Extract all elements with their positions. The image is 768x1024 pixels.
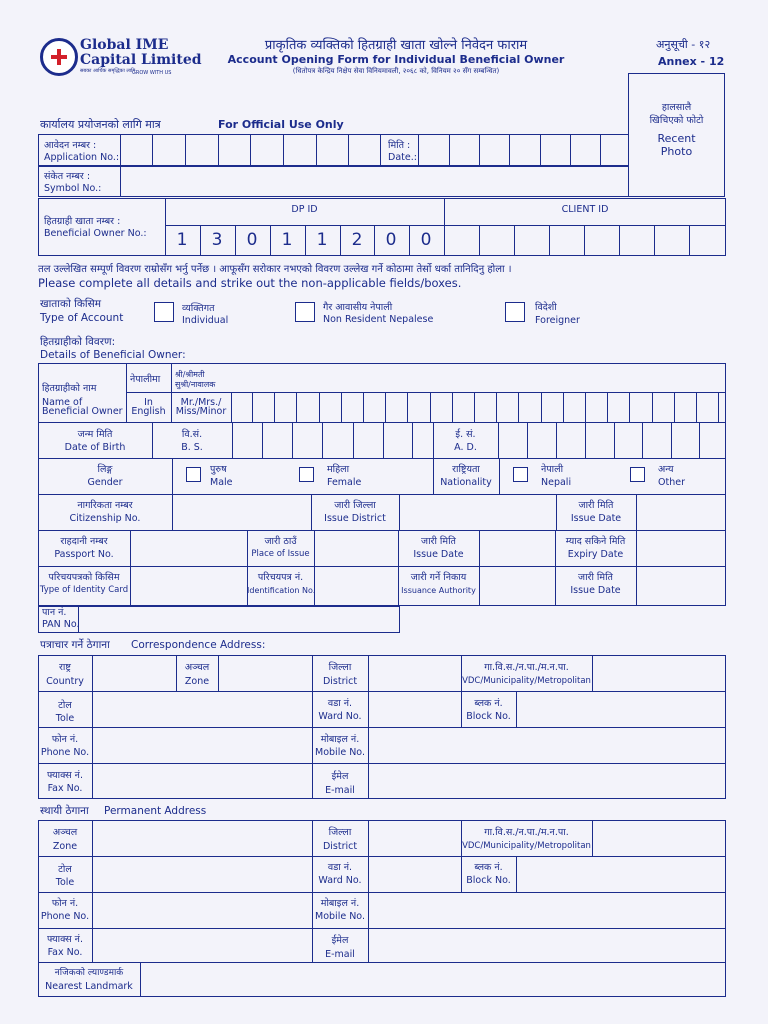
bo-digit-cell[interactable]	[549, 225, 550, 256]
citizenship-input[interactable]	[173, 495, 310, 529]
nationality-label-en: Nationality	[440, 477, 492, 488]
official-heading-np: कार्यालय प्रयोजनको लागि मात्र	[40, 118, 161, 131]
dp-id-header: DP ID	[291, 204, 318, 215]
form-title-english: Account Opening Form for Individual Beneficial Owner	[227, 53, 565, 66]
nrn-label-en: Non Resident Nepalese	[323, 314, 434, 325]
passport-issue-date-input[interactable]	[480, 531, 554, 565]
name-english-cell[interactable]	[563, 392, 564, 422]
dob-bs-cell[interactable]	[322, 422, 323, 458]
male-label-en: Male	[210, 477, 233, 488]
dob-bs-cell[interactable]	[412, 422, 413, 458]
male-label-np: पुरुष	[210, 464, 227, 475]
perm-district-input[interactable]	[369, 821, 460, 855]
date-cell[interactable]	[509, 134, 510, 166]
application-label-np: आवेदन नम्बर :	[44, 140, 97, 151]
corr-vdc-label-en: VDC/Municipality/Metropolitan	[462, 676, 591, 686]
pan-label-np: पान नं.	[42, 607, 67, 618]
dob-ad-cell[interactable]	[671, 422, 672, 458]
instruction-english: Please complete all details and strike out the non-applicable fields/boxes.	[38, 276, 462, 290]
perm-email-label-en: E-mail	[325, 949, 355, 960]
perm-zone-label-en: Zone	[52, 841, 78, 852]
pan-input[interactable]	[79, 607, 399, 632]
perm-mobile-input[interactable]	[369, 893, 725, 927]
perm-phone-label-np: फोन नं.	[51, 898, 79, 909]
row-line	[126, 392, 726, 393]
foreigner-label-np: विदेशी	[535, 302, 557, 313]
dob-ad-cell[interactable]	[527, 422, 528, 458]
bo-digit-cell[interactable]	[444, 225, 445, 256]
dob-ad-cell[interactable]	[556, 422, 557, 458]
id-no-label-np: परिचयपत्र नं.	[257, 572, 304, 583]
form-title-nepali: प्राकृतिक व्यक्तिको हितग्राही खाता खोल्ने निवेदन फाराम	[264, 38, 528, 53]
title-label-np-2: सुश्री/नावालक	[175, 380, 216, 389]
landmark-label-en: Nearest Landmark	[45, 981, 133, 992]
citizenship-label-np: नागरिकता नम्बर	[77, 500, 133, 511]
bo-label-en: Beneficial Owner No.:	[44, 228, 147, 239]
name-label-en-1: Name of	[42, 397, 83, 408]
female-label-en: Female	[327, 477, 362, 488]
company-name-line2: Capital Limited	[80, 52, 202, 68]
name-english-cell[interactable]	[607, 392, 608, 422]
date-label-en: Date.:	[388, 152, 417, 163]
perm-fax-label-np: फ्याक्स नं.	[47, 934, 83, 945]
id-issue-date-input[interactable]	[637, 567, 725, 605]
female-checkbox[interactable]	[299, 467, 314, 482]
perm-tole-label-np: टोल	[58, 864, 72, 875]
corr-district-input[interactable]	[369, 656, 460, 690]
nepali-label: नेपालीमा	[130, 374, 161, 385]
passport-issue-date-label-np: जारी मिति	[421, 536, 456, 547]
bs-label-en: B. S.	[181, 442, 203, 453]
logo-cross-icon-vertical	[57, 49, 61, 65]
date-label-np: मिति :	[388, 140, 411, 151]
corr-block-label-en: Block No.	[466, 711, 511, 722]
place-issue-label-np: जारी ठाउँ	[264, 536, 297, 547]
landmark-label-np: नजिकको ल्याण्डमार्क	[54, 968, 124, 978]
bo-digit-cell[interactable]	[584, 225, 585, 256]
corr-country-input[interactable]	[93, 656, 176, 690]
company-subline: सबका आर्थिक समृद्धिका लागि	[80, 68, 136, 74]
name-english-cell[interactable]	[319, 392, 320, 422]
landmark-input[interactable]	[141, 963, 725, 996]
bo-digit-cell[interactable]	[479, 225, 480, 256]
nrn-label-np: गैर आवासीय नेपाली	[323, 302, 393, 313]
nepali-nationality-label-np: नेपाली	[541, 464, 564, 475]
name-english-cell[interactable]	[452, 392, 453, 422]
passport-issue-date-label-en: Issue Date	[413, 549, 464, 560]
nrn-checkbox[interactable]	[295, 302, 315, 322]
name-english-cell[interactable]	[652, 392, 653, 422]
corr-ward-label-en: Ward No.	[318, 711, 362, 722]
perm-fax-input[interactable]	[93, 929, 311, 961]
other-nationality-checkbox[interactable]	[630, 467, 645, 482]
bo-digit-cell[interactable]	[514, 225, 515, 256]
name-label-en-2: Beneficial Owner	[42, 406, 123, 417]
name-english-cell[interactable]	[718, 392, 719, 422]
permanent-heading-np: स्थायी ठेगाना	[40, 805, 89, 817]
bo-digit: 1	[176, 230, 188, 250]
id-no-label-en: Identification No.	[247, 586, 316, 595]
corr-phone-label-en: Phone No.	[40, 747, 90, 758]
perm-block-label-en: Block No.	[466, 875, 511, 886]
bo-digit: 1	[281, 230, 293, 250]
corr-ward-label-np: वडा नं.	[327, 698, 353, 709]
citizenship-label-en: Citizenship No.	[69, 513, 141, 524]
application-no-cell[interactable]	[316, 134, 317, 166]
corr-tole-input[interactable]	[93, 692, 311, 726]
corr-tole-label-np: टोल	[58, 700, 72, 711]
bo-digit-cell[interactable]	[654, 225, 655, 256]
dob-ad-cell[interactable]	[642, 422, 643, 458]
name-english-cell[interactable]	[674, 392, 675, 422]
title-label-en-1: Mr./Mrs./	[180, 397, 222, 408]
perm-fax-label-en: Fax No.	[47, 947, 83, 958]
passport-input[interactable]	[131, 531, 247, 565]
col-line	[172, 458, 173, 494]
corr-email-label-en: E-mail	[325, 785, 355, 796]
perm-vdc-label-en: VDC/Municipality/Metropolitan	[462, 841, 591, 851]
name-english-cell[interactable]	[496, 392, 497, 422]
bo-digit: 1	[316, 230, 328, 250]
authority-input[interactable]	[480, 567, 554, 605]
expiry-date-input[interactable]	[637, 531, 725, 565]
date-cell[interactable]	[479, 134, 480, 166]
name-english-cell[interactable]	[296, 392, 297, 422]
application-no-cell[interactable]	[250, 134, 251, 166]
title-label-np-1: श्री/श्रीमती	[175, 370, 205, 379]
row-line	[38, 494, 726, 495]
date-cell[interactable]	[540, 134, 541, 166]
name-english-cell[interactable]	[252, 392, 253, 422]
dob-ad-cell[interactable]	[614, 422, 615, 458]
annex-nepali: अनुसूची - १२	[656, 38, 711, 51]
passport-label-en: Passport No.	[54, 549, 114, 560]
correspondence-heading-np: पत्राचार गर्ने ठेगाना	[40, 639, 110, 651]
perm-mobile-label-en: Mobile No.	[315, 911, 365, 922]
account-type-label-np: खाताको किसिम	[40, 298, 102, 310]
perm-district-label-en: District	[322, 841, 358, 852]
perm-ward-label-np: वडा नं.	[327, 862, 353, 873]
bo-digit-cell[interactable]	[619, 225, 620, 256]
form-subtitle: (धितोपत्र केन्द्रिय निक्षेप सेवा विनियमावली, २०६८ को, विनियम २० सँग सम्बन्धित)	[292, 67, 500, 75]
name-english-cell[interactable]	[629, 392, 630, 422]
name-label-np: हितग्राहीको नाम	[42, 383, 97, 394]
dob-label-en: Date of Birth	[64, 442, 126, 453]
application-no-cell[interactable]	[348, 134, 349, 166]
other-nationality-label-en: Other	[658, 477, 685, 488]
perm-email-label-np: ईमेल	[331, 935, 349, 946]
name-english-cell[interactable]	[518, 392, 519, 422]
permanent-heading-en: Permanent Address	[104, 805, 207, 817]
foreigner-checkbox[interactable]	[505, 302, 525, 322]
bo-digit: 0	[420, 230, 432, 250]
country-label-en: Country	[46, 676, 84, 687]
perm-email-input[interactable]	[369, 929, 725, 961]
authority-label-np: जारी गर्ने निकाय	[410, 572, 467, 583]
application-no-cell[interactable]	[185, 134, 186, 166]
perm-block-input[interactable]	[517, 857, 725, 891]
citizenship-issue-date-input[interactable]	[637, 495, 725, 529]
bo-digit: 2	[351, 230, 363, 250]
name-english-cell[interactable]	[407, 392, 408, 422]
dob-bs-cell[interactable]	[232, 422, 233, 458]
citizenship-issue-date-label-en: Issue Date	[570, 513, 622, 524]
corr-block-label-np: ब्लक नं.	[474, 698, 503, 709]
dob-ad-cell[interactable]	[699, 422, 700, 458]
authority-label-en: Issuance Authority	[401, 586, 476, 595]
corr-phone-input[interactable]	[93, 728, 311, 762]
corr-fax-label-np: फ्याक्स नं.	[47, 770, 83, 781]
application-no-cell[interactable]	[152, 134, 153, 166]
name-english-cell[interactable]	[363, 392, 364, 422]
dob-label-np: जन्म मिति	[77, 429, 113, 440]
dob-ad-cell[interactable]	[585, 422, 586, 458]
in-english-label-1: In	[144, 397, 153, 408]
company-tagline: GROW WITH US	[132, 70, 172, 76]
pan-label-en: PAN No.	[42, 619, 80, 630]
corr-vdc-input[interactable]	[593, 656, 725, 690]
place-issue-label-en: Place of Issue	[251, 549, 310, 559]
photo-label-np-2: खिचिएको फोटो	[649, 115, 704, 126]
account-type-label-en: Type of Account	[40, 312, 124, 324]
row-line	[38, 422, 726, 423]
ad-label-en: A. D.	[454, 442, 477, 453]
symbol-input[interactable]	[121, 167, 628, 196]
dob-ad-cell[interactable]	[498, 422, 499, 458]
symbol-label-en: Symbol No.:	[44, 183, 102, 194]
name-english-cell[interactable]	[274, 392, 275, 422]
company-name-line1: Global IME	[80, 37, 169, 53]
corr-mobile-input[interactable]	[369, 728, 725, 762]
id-type-input[interactable]	[131, 567, 247, 605]
corr-fax-input[interactable]	[93, 764, 311, 798]
date-divider	[380, 134, 381, 166]
name-english-cell[interactable]	[585, 392, 586, 422]
corr-email-input[interactable]	[369, 764, 725, 798]
row-line	[38, 458, 726, 459]
official-heading-en: For Official Use Only	[218, 118, 344, 131]
issue-district-label-en: Issue District	[324, 513, 386, 524]
individual-label-en: Individual	[182, 315, 229, 326]
client-id-header: CLIENT ID	[561, 204, 609, 215]
perm-ward-input[interactable]	[369, 857, 460, 891]
issue-district-input[interactable]	[400, 495, 555, 529]
id-no-input[interactable]	[315, 567, 397, 605]
corr-mobile-label-en: Mobile No.	[315, 747, 365, 758]
corr-email-label-np: ईमेल	[331, 771, 349, 782]
individual-checkbox[interactable]	[154, 302, 174, 322]
name-english-cell[interactable]	[430, 392, 431, 422]
correspondence-heading-en: Correspondence Address:	[131, 639, 266, 651]
corr-mobile-label-np: मोबाइल नं.	[320, 734, 360, 745]
name-nepali-input[interactable]	[232, 364, 725, 391]
perm-vdc-input[interactable]	[593, 821, 725, 855]
application-no-cell[interactable]	[283, 134, 284, 166]
in-english-label-2: English	[131, 406, 166, 417]
individual-label-np: व्यक्तिगत	[182, 303, 215, 314]
citizenship-issue-date-label-np: जारी मिति	[578, 500, 614, 511]
nepali-nationality-checkbox[interactable]	[513, 467, 528, 482]
id-type-label-np: परिचयपत्रको किसिम	[48, 572, 120, 583]
nepali-nationality-label-en: Nepali	[541, 477, 572, 488]
passport-label-np: राहदानी नम्बर	[60, 536, 108, 547]
bs-label-np: वि.सं.	[181, 429, 203, 440]
corr-phone-label-np: फोन नं.	[51, 734, 79, 745]
ad-label-np: ई. सं.	[455, 429, 476, 440]
name-english-cell[interactable]	[541, 392, 542, 422]
name-english-cell[interactable]	[474, 392, 475, 422]
corr-zone-label-np: अञ्चल	[184, 662, 210, 673]
perm-tole-input[interactable]	[93, 857, 311, 891]
perm-mobile-label-np: मोबाइल नं.	[320, 898, 360, 909]
photo-label-en-1: Recent	[657, 132, 696, 145]
dob-bs-cell[interactable]	[292, 422, 293, 458]
corr-block-input[interactable]	[517, 692, 725, 726]
nationality-label-np: राष्ट्रियता	[452, 464, 480, 475]
place-issue-input[interactable]	[315, 531, 397, 565]
application-label-en: Application No.:	[44, 152, 120, 163]
details-heading-en: Details of Beneficial Owner:	[40, 349, 186, 361]
male-checkbox[interactable]	[186, 467, 201, 482]
dob-bs-cell[interactable]	[262, 422, 263, 458]
date-cell[interactable]	[449, 134, 450, 166]
id-issue-date-label-np: जारी मिति	[578, 572, 613, 583]
perm-phone-label-en: Phone No.	[40, 911, 90, 922]
annex-english: Annex - 12	[658, 55, 725, 68]
details-heading-np: हितग्राहीको विवरण:	[40, 336, 116, 348]
bo-digit: 3	[211, 230, 223, 250]
photo-label-np-1: हालसालै	[661, 102, 692, 113]
perm-zone-label-np: अञ्चल	[52, 827, 78, 838]
gender-label-np: लिङ्ग	[97, 464, 113, 475]
bo-label-np: हितग्राही खाता नम्बर :	[44, 216, 121, 227]
col-line	[499, 458, 500, 494]
date-cell[interactable]	[570, 134, 571, 166]
issue-district-label-np: जारी जिल्ला	[334, 500, 376, 511]
perm-vdc-label-np: गा.वि.स./न.पा./म.न.पा.	[484, 827, 569, 838]
bo-digit: 0	[246, 230, 258, 250]
perm-block-label-np: ब्लक नं.	[474, 862, 503, 873]
id-type-label-en: Type of Identity Card	[39, 585, 129, 595]
name-english-cell[interactable]	[341, 392, 342, 422]
corr-district-label-np: जिल्ला	[328, 662, 352, 673]
perm-ward-label-en: Ward No.	[318, 875, 362, 886]
country-label-np: राष्ट्र	[59, 662, 71, 673]
dob-bs-cell[interactable]	[353, 422, 354, 458]
application-no-cell[interactable]	[218, 134, 219, 166]
expiry-label-en: Expiry Date	[567, 549, 624, 560]
perm-district-label-np: जिल्ला	[328, 827, 352, 838]
corr-fax-label-en: Fax No.	[47, 783, 83, 794]
perm-zone-input[interactable]	[93, 821, 311, 855]
female-label-np: महिला	[327, 464, 350, 475]
photo-label-en-2: Photo	[660, 145, 693, 158]
dob-bs-cell[interactable]	[383, 422, 384, 458]
bo-digit: 0	[385, 230, 397, 250]
corr-vdc-label-np: गा.वि.स./न.पा./म.न.पा.	[484, 662, 569, 673]
col-line	[231, 392, 232, 422]
corr-zone-input[interactable]	[219, 656, 311, 690]
name-english-cell[interactable]	[696, 392, 697, 422]
symbol-label-np: संकेत नम्बर :	[44, 171, 91, 182]
id-issue-date-label-en: Issue Date	[570, 585, 621, 596]
corr-district-label-en: District	[322, 676, 358, 687]
col-line	[433, 458, 434, 494]
corr-ward-input[interactable]	[369, 692, 460, 726]
bo-digit-cell[interactable]	[689, 225, 690, 256]
perm-phone-input[interactable]	[93, 893, 311, 927]
expiry-label-np: म्याद सकिने मिति	[565, 536, 626, 547]
name-english-cell[interactable]	[385, 392, 386, 422]
corr-zone-label-en: Zone	[184, 676, 210, 687]
perm-tole-label-en: Tole	[55, 877, 75, 888]
date-cell[interactable]	[600, 134, 601, 166]
corr-tole-label-en: Tole	[55, 713, 75, 724]
bo-header-line	[165, 225, 726, 226]
other-nationality-label-np: अन्य	[658, 464, 674, 475]
foreigner-label-en: Foreigner	[535, 315, 580, 326]
instruction-nepali: तल उल्लेखित सम्पूर्ण विवरण राम्रोसँग भर्नु पर्नेछ । आफूसँग सरोकार नभएको विवरण उल्लेख गर्ने कोठामा तेर्सो धर्का तानिदिनु होला ।	[38, 264, 512, 275]
title-label-en-2: Miss/Minor	[175, 406, 227, 417]
company-logo	[40, 38, 78, 76]
gender-label-en: Gender	[87, 477, 123, 488]
